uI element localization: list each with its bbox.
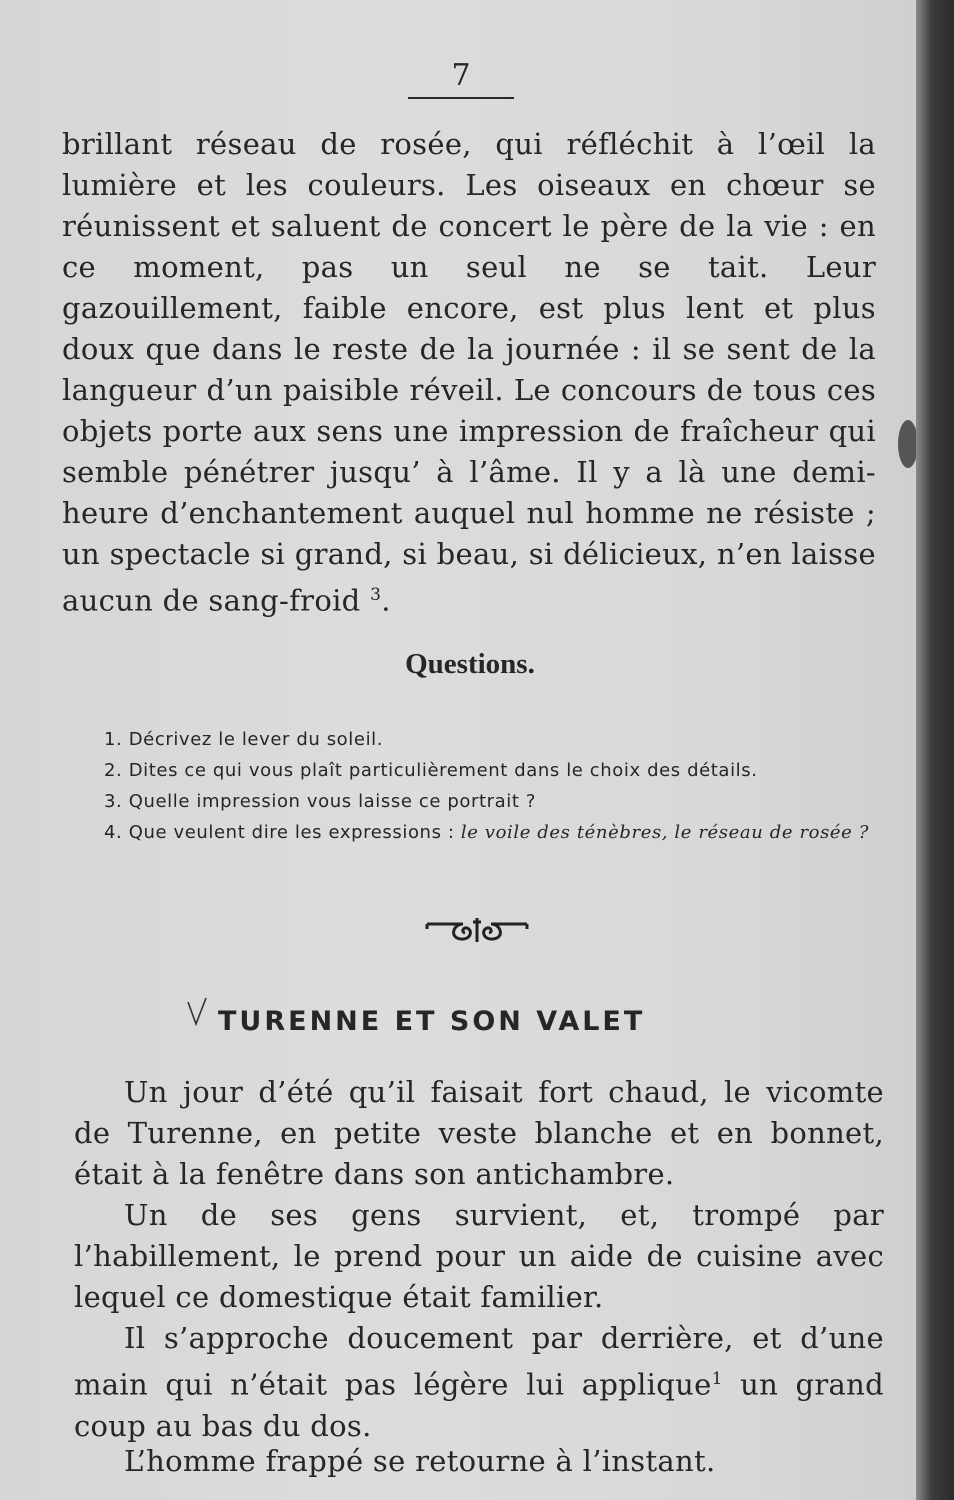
story-paragraph-3-end: un grand coup au bas du dos. xyxy=(74,1367,884,1443)
question-text: Quelle impression vous laisse ce portrait ? xyxy=(128,791,537,812)
footnote-ref-1: 1 xyxy=(711,1369,723,1389)
question-item xyxy=(66,755,880,786)
paragraph-sunrise: brillant réseau de rosée, qui réfléchit à l’œil la lumière et les couleurs. Les oiseaux en chœur se réunissent et saluent de concert le père de la vie : en ce moment, pas un seul ne se tait. Leur gazouillement, faible encore, est plus lent et plus doux que dans le reste de la journée : il se sent de la langueur d’un paisible réveil. Le concours de tous ces objets porte aux sens une impression de fraîcheur qui semble pénétrer jusqu’ à l’âme. Il y a là une demi-heure d’enchantement auquel nul homme ne résiste ; un spectacle si grand, si beau, si délicieux, n’en laisse aucun de sang-froid $^3$. xyxy=(62,127,876,618)
story-paragraph-3-start: Il s’approche doucement par derrière, et d’une main qui n’était pas légère lui applique xyxy=(74,1321,884,1402)
question-text: Que veulent dire les expressions : xyxy=(128,822,455,843)
question-item xyxy=(66,817,880,848)
section-title: TURENNE ET SON VALET xyxy=(218,1006,646,1037)
question-item xyxy=(66,724,880,755)
question-number: 3. xyxy=(104,791,123,812)
page-number: 7 xyxy=(408,58,514,99)
story-paragraph-1: Un jour d’été qu’il faisait fort chaud, le vicomte de Turenne, en petite veste blanche et en bonnet, était à la fenêtre dans son antichambre. xyxy=(74,1075,884,1191)
question-item xyxy=(66,786,880,817)
question-number: 1. xyxy=(104,729,123,750)
story-paragraph-4: L’homme frappé se retourne à l’instant. xyxy=(124,1444,716,1478)
questions-list xyxy=(66,724,880,848)
page-edge-shadow xyxy=(916,0,954,1500)
question-number: 4. xyxy=(104,822,123,843)
story-paragraph-2: Un de ses gens survient, et, trompé par l’habillement, le prend pour un aide de cuisine avec lequel ce domestique était familier. xyxy=(74,1198,884,1314)
questions-heading: Questions. xyxy=(405,648,535,680)
paragraph-sunrise-text: brillant réseau de rosée, qui réfléchit à l’œil la lumière et les couleurs. Les oiseaux en chœur se réunissent et saluent de concert le père de la vie : en ce moment, pas un seul ne se tait. Leur gazouillement, faible encore, est plus lent et plus doux que dans le reste de la journée : il se sent de la langueur d’un paisible réveil. Le concours de tous ces objets porte aux sens une impression de fraîcheur qui semble pénétrer jusqu’ à l’âme. Il y a là une demi-heure d’enchantement auquel nul homme ne résiste ; un spectacle si grand, si beau, si délicieux, n’en laisse aucun de sang-froid xyxy=(62,127,876,618)
ink-spot xyxy=(898,420,918,468)
question-text: Décrivez le lever du soleil. xyxy=(128,729,384,750)
question-italic-expressions: le voile des ténèbres, le réseau de rosée ? xyxy=(460,822,869,843)
question-number: 2. xyxy=(104,760,123,781)
footnote-ref-3: 3 xyxy=(370,585,382,605)
handwritten-check-icon xyxy=(186,996,208,1028)
ornament-flourish-icon xyxy=(423,912,531,946)
story-paragraph-3 xyxy=(74,1318,884,1447)
question-text: Dites ce qui vous plaît particulièrement dans le choix des détails. xyxy=(128,760,758,781)
